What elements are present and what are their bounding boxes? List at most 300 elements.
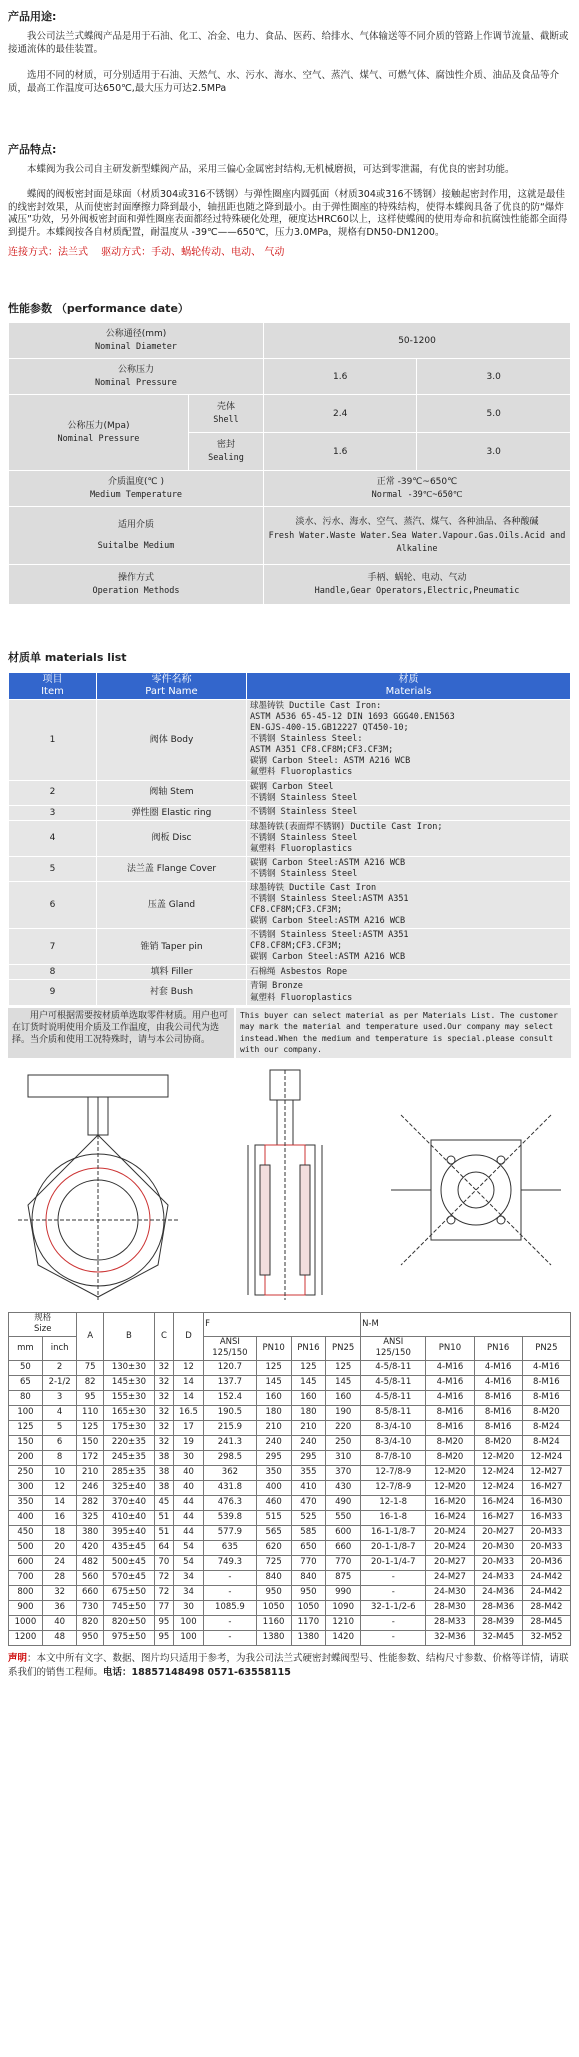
dim-d-cell: 44 <box>173 1525 203 1540</box>
f-pn16-cell: 585 <box>291 1525 326 1540</box>
dn-mm-cell: 500 <box>9 1540 43 1555</box>
dn-mm-cell: 900 <box>9 1600 43 1615</box>
f-pn10-cell: 515 <box>256 1510 291 1525</box>
dn-inch-cell: 3 <box>42 1390 77 1405</box>
material-spec-line: CF8.CF8M;CF3.CF3M; <box>250 905 343 916</box>
dn-mm-cell: 150 <box>9 1435 43 1450</box>
medium-value-cn: 淡水、污水、海水、空气、蒸汽、煤气、各种油品、各种酸碱 <box>295 517 539 528</box>
material-spec-line: CF8.CF8M;CF3.CF3M; <box>250 941 343 952</box>
nm-pn25-cell: 28-M45 <box>522 1615 570 1630</box>
nm-pn25-cell: 32-M52 <box>522 1630 570 1645</box>
dn-inch-cell: 2-1/2 <box>42 1375 77 1390</box>
f-pn25-cell: 220 <box>326 1420 361 1435</box>
nm-pn10-cell: 24-M30 <box>426 1585 474 1600</box>
nm-pn25-cell: 12-M24 <box>522 1450 570 1465</box>
dim-a-cell: 150 <box>77 1435 103 1450</box>
dn-inch-cell: 24 <box>42 1555 77 1570</box>
operation-label <box>9 565 264 605</box>
nm-pn25-cell: 8-M24 <box>522 1435 570 1450</box>
medium-value <box>264 507 571 565</box>
dim-b-cell: 975±50 <box>103 1630 154 1645</box>
dimension-row <box>9 1570 571 1585</box>
materials-body <box>9 700 571 1005</box>
nm-pn25-cell: 20-M33 <box>522 1525 570 1540</box>
f-ansi-cell: - <box>204 1570 257 1585</box>
materials-row <box>9 980 571 1005</box>
material-spec <box>247 805 571 820</box>
table-row <box>9 359 571 395</box>
material-spec-line: 不锈钢 Stainless Steel: <box>250 734 363 745</box>
drive-type: 驱动方式：手动、蜗轮传动、电动、 气动 <box>101 247 285 258</box>
material-part-name: 阀体 Body <box>97 700 247 780</box>
f-ansi-cell: 152.4 <box>204 1390 257 1405</box>
dimension-row <box>9 1420 571 1435</box>
f-pn25-cell: 490 <box>326 1495 361 1510</box>
dim-b-cell: 820±50 <box>103 1615 154 1630</box>
f-pn10-cell: 210 <box>256 1420 291 1435</box>
nm-ansi-cell: 16-1-8 <box>361 1510 426 1525</box>
material-part-name: 弹性圈 Elastic ring <box>97 805 247 820</box>
dim-c-cell: 38 <box>154 1450 173 1465</box>
medium-cn: 适用介质 <box>117 519 154 530</box>
nm-ansi-cell: - <box>361 1570 426 1585</box>
dim-c-cell: 70 <box>154 1555 173 1570</box>
nm-pn25-cell: 20-M33 <box>522 1540 570 1555</box>
material-part-name: 法兰盖 Flange Cover <box>97 856 247 881</box>
dim-c-cell: 95 <box>154 1615 173 1630</box>
dim-b-cell: 145±30 <box>103 1375 154 1390</box>
nm-pn16-cell: 16-M24 <box>474 1495 522 1510</box>
dim-c-cell: 45 <box>154 1495 173 1510</box>
shell-en: Shell <box>213 415 239 426</box>
part-header-cn: 零件名称 <box>151 674 192 686</box>
f-pn10-cell: 295 <box>256 1450 291 1465</box>
nominal-diameter-value: 50-1200 <box>264 323 571 359</box>
nm-pn16-cell: 8-M16 <box>474 1405 522 1420</box>
dim-b-cell: 165±30 <box>103 1405 154 1420</box>
dim-d-cell: 34 <box>173 1570 203 1585</box>
f-header: F <box>204 1312 361 1336</box>
material-spec <box>247 700 571 780</box>
nm-pn16-cell: 12-M20 <box>474 1450 522 1465</box>
f-ansi-cell: 539.8 <box>204 1510 257 1525</box>
dimension-row <box>9 1585 571 1600</box>
material-spec-line: 碳钢 Carbon Steel: ASTM A216 WCB <box>250 756 411 767</box>
material-item-no: 8 <box>9 965 97 980</box>
nm-pn10-cell: 4-M16 <box>426 1375 474 1390</box>
nm-ansi-cell: - <box>361 1615 426 1630</box>
material-item-no: 7 <box>9 929 97 965</box>
material-spec <box>247 965 571 980</box>
f-ansi-cell: 215.9 <box>204 1420 257 1435</box>
ansi-bolt-label: ANSI <box>383 1336 404 1347</box>
f-ansi-cell: 1085.9 <box>204 1600 257 1615</box>
dim-a-cell: 730 <box>77 1600 103 1615</box>
dimension-row <box>9 1390 571 1405</box>
pn10-header: PN10 <box>256 1336 291 1360</box>
f-pn16-cell: 180 <box>291 1405 326 1420</box>
dn-inch-cell: 28 <box>42 1570 77 1585</box>
dn-inch-cell: 48 <box>42 1630 77 1645</box>
f-pn10-cell: 160 <box>256 1390 291 1405</box>
f-pn16-cell: 410 <box>291 1480 326 1495</box>
f-ansi-cell: 577.9 <box>204 1525 257 1540</box>
f-pn10-cell: 240 <box>256 1435 291 1450</box>
nm-pn10-cell: 20-M24 <box>426 1540 474 1555</box>
f-ansi-cell: 431.8 <box>204 1480 257 1495</box>
nm-pn25-cell: 24-M42 <box>522 1570 570 1585</box>
nm-pn10-cell: 28-M30 <box>426 1600 474 1615</box>
nm-ansi-cell: 8-3/4-10 <box>361 1420 426 1435</box>
f-pn10-cell: 460 <box>256 1495 291 1510</box>
ansi-bolt-header <box>361 1336 426 1360</box>
material-spec-line: ASTM A351 CF8.CF8M;CF3.CF3M; <box>250 745 394 756</box>
f-pn25-cell: 310 <box>326 1450 361 1465</box>
material-item-no: 4 <box>9 820 97 856</box>
nm-pn16-cell: 8-M20 <box>474 1435 522 1450</box>
dn-mm-cell: 1000 <box>9 1615 43 1630</box>
f-pn16-cell: 240 <box>291 1435 326 1450</box>
nm-ansi-cell: 16-1-1/8-7 <box>361 1525 426 1540</box>
note-en: This buyer can select material as per Materials List. The customer may mark the material and temperature used.Our company may select instead.When the medium and temperature is special.please consult with our company. <box>236 1008 571 1058</box>
dn-mm-cell: 450 <box>9 1525 43 1540</box>
dn-inch-cell: 14 <box>42 1495 77 1510</box>
nm-header: N-M <box>361 1312 571 1336</box>
nm-pn10-cell: 4-M16 <box>426 1390 474 1405</box>
nm-ansi-cell: 8-5/8-11 <box>361 1405 426 1420</box>
pn25-header: PN25 <box>326 1336 361 1360</box>
dim-c-cell: 32 <box>154 1375 173 1390</box>
part-header <box>97 673 247 700</box>
sealing-label <box>189 433 264 471</box>
footer-text: ：本文中所有文字、数据、图片均只适用于参考，为我公司法兰式硬密封蝶阀型号、性能参数、结构尺寸参数、价格等详情，请联系我们的销售工程师。 <box>8 1652 569 1679</box>
size-header-cn: 规格 <box>34 1312 52 1323</box>
pn16-header: PN16 <box>291 1336 326 1360</box>
dim-d-cell: 14 <box>173 1375 203 1390</box>
material-item-no: 1 <box>9 700 97 780</box>
nm-pn16-cell: 24-M36 <box>474 1585 522 1600</box>
f-pn16-cell: 470 <box>291 1495 326 1510</box>
top-view-drawing <box>381 1095 571 1275</box>
dim-c-cell: 51 <box>154 1510 173 1525</box>
f-ansi-cell: 362 <box>204 1465 257 1480</box>
nm-pn25-cell: 8-M20 <box>522 1405 570 1420</box>
dn-mm-cell: 800 <box>9 1585 43 1600</box>
dimension-body <box>9 1360 571 1645</box>
nm-ansi-cell: 12-1-8 <box>361 1495 426 1510</box>
materials-row <box>9 929 571 965</box>
f-pn25-cell: 550 <box>326 1510 361 1525</box>
f-pn25-cell: 1090 <box>326 1600 361 1615</box>
dim-b-cell: 570±45 <box>103 1570 154 1585</box>
operation-value-en: Handle,Gear Operators,Electric,Pneumatic <box>314 586 520 597</box>
material-spec-line: 球墨铸铁 Ductile Cast Iron: <box>250 701 382 712</box>
nm-pn25-cell: 12-M27 <box>522 1465 570 1480</box>
temperature-en: Medium Temperature <box>89 490 183 501</box>
dim-d-cell: 19 <box>173 1435 203 1450</box>
nm-pn16-cell: 32-M45 <box>474 1630 522 1645</box>
dim-a-cell: 110 <box>77 1405 103 1420</box>
f-pn25-cell: 770 <box>326 1555 361 1570</box>
dim-a-cell: 950 <box>77 1630 103 1645</box>
materials-row <box>9 965 571 980</box>
f-pn16-cell: 160 <box>291 1390 326 1405</box>
material-spec <box>247 780 571 805</box>
nm-ansi-cell: 4-5/8-11 <box>361 1390 426 1405</box>
nm-pn25-cell: 8-M16 <box>522 1375 570 1390</box>
dimension-row <box>9 1450 571 1465</box>
f-pn10-cell: 840 <box>256 1570 291 1585</box>
materials-title: 材质单 materials list <box>8 651 127 665</box>
material-spec-line: 碳钢 Carbon Steel:ASTM A216 WCB <box>250 857 406 868</box>
dim-a-cell: 210 <box>77 1465 103 1480</box>
dim-a-cell: 282 <box>77 1495 103 1510</box>
dn-inch-cell: 20 <box>42 1540 77 1555</box>
table-row <box>9 395 571 433</box>
item-header-cn: 项目 <box>42 674 63 686</box>
f-pn25-cell: 600 <box>326 1525 361 1540</box>
nm-pn16-cell: 20-M33 <box>474 1555 522 1570</box>
dn-mm-cell: 125 <box>9 1420 43 1435</box>
f-pn16-cell: 210 <box>291 1420 326 1435</box>
dim-b-cell: 745±50 <box>103 1600 154 1615</box>
table-row <box>9 565 571 605</box>
dimension-row <box>9 1600 571 1615</box>
nm-pn10-cell: 28-M33 <box>426 1615 474 1630</box>
material-header-en: Materials <box>385 686 432 698</box>
shell-value-1: 2.4 <box>264 395 417 433</box>
dim-b-cell: 675±50 <box>103 1585 154 1600</box>
nm-pn25-cell: 16-M27 <box>522 1480 570 1495</box>
dim-c-cell: 38 <box>154 1465 173 1480</box>
dn-inch-cell: 10 <box>42 1465 77 1480</box>
nm-ansi-cell: 20-1-1/8-7 <box>361 1540 426 1555</box>
f-pn10-cell: 1160 <box>256 1615 291 1630</box>
f-pn25-cell: 1420 <box>326 1630 361 1645</box>
material-item-no: 2 <box>9 780 97 805</box>
nm-pn16-cell: 20-M30 <box>474 1540 522 1555</box>
f-pn16-cell: 525 <box>291 1510 326 1525</box>
materials-header-row <box>9 673 571 700</box>
dn-mm-cell: 300 <box>9 1480 43 1495</box>
f-pn10-cell: 950 <box>256 1585 291 1600</box>
f-pn16-cell: 145 <box>291 1375 326 1390</box>
material-spec-line: 氟塑料 Fluoroplastics <box>250 843 353 854</box>
b-header: B <box>103 1312 154 1360</box>
nm-pn16-cell: 20-M27 <box>474 1525 522 1540</box>
f-pn10-cell: 620 <box>256 1540 291 1555</box>
nm-pn25-cell: 20-M36 <box>522 1555 570 1570</box>
materials-row <box>9 805 571 820</box>
size-header <box>9 1312 77 1336</box>
nm-pn25-cell: 16-M30 <box>522 1495 570 1510</box>
usage-title: 产品用途: <box>8 10 57 23</box>
material-header <box>247 673 571 700</box>
performance-table <box>8 322 571 605</box>
d-header: D <box>173 1312 203 1360</box>
dim-d-cell: 30 <box>173 1600 203 1615</box>
nominal-diameter-en: Nominal Diameter <box>95 342 177 353</box>
dn-inch-cell: 6 <box>42 1435 77 1450</box>
material-spec-line: EN-GJS-400-15.GB12227 QT450-10; <box>250 723 409 734</box>
f-pn10-cell: 145 <box>256 1375 291 1390</box>
dim-b-cell: 410±40 <box>103 1510 154 1525</box>
dim-b-cell: 435±45 <box>103 1540 154 1555</box>
material-spec-line: 青铜 Bronze <box>250 981 303 992</box>
mm-header: mm <box>9 1336 43 1360</box>
f-ansi-cell: 241.3 <box>204 1435 257 1450</box>
material-spec <box>247 856 571 881</box>
dn-mm-cell: 80 <box>9 1390 43 1405</box>
f-pn16-cell: 840 <box>291 1570 326 1585</box>
nm-pn25-cell: 28-M42 <box>522 1600 570 1615</box>
item-header-en: Item <box>41 686 64 698</box>
nm-pn10-cell: 8-M20 <box>426 1435 474 1450</box>
dim-d-cell: 54 <box>173 1555 203 1570</box>
nm-pn25-cell: 4-M16 <box>522 1360 570 1375</box>
part-header-en: Part Name <box>145 686 198 698</box>
sealing-value-1: 1.6 <box>264 433 417 471</box>
dn-mm-cell: 400 <box>9 1510 43 1525</box>
dn-inch-cell: 18 <box>42 1525 77 1540</box>
dimension-table <box>8 1312 571 1646</box>
nm-pn25-cell: 8-M16 <box>522 1390 570 1405</box>
f-pn16-cell: 1050 <box>291 1600 326 1615</box>
usage-paragraph-2: 选用不同的材质，可分别适用于石油、天然气、水、污水、海水、空气、蒸汽、煤气、可燃气体、腐蚀性介质、油品及食品等介质，最高工作温度可达650℃,最大压力可达2.5MPa <box>8 70 560 95</box>
material-part-name: 锥销 Taper pin <box>97 929 247 965</box>
f-pn16-cell: 1170 <box>291 1615 326 1630</box>
dim-a-cell: 95 <box>77 1390 103 1405</box>
shell-value-2: 5.0 <box>417 395 571 433</box>
dimension-row <box>9 1540 571 1555</box>
temperature-value-cn: 正常 -39℃~650℃ <box>376 476 458 487</box>
table-row <box>9 323 571 359</box>
material-item-no: 3 <box>9 805 97 820</box>
material-part-name: 阀板 Disc <box>97 820 247 856</box>
dn-inch-cell: 8 <box>42 1450 77 1465</box>
f-pn16-cell: 770 <box>291 1555 326 1570</box>
dim-d-cell: 44 <box>173 1495 203 1510</box>
material-part-name: 填料 Filler <box>97 965 247 980</box>
dim-b-cell: 220±35 <box>103 1435 154 1450</box>
material-spec-line: 不锈钢 Stainless Steel <box>250 792 358 803</box>
features-title: 产品特点: <box>8 143 57 157</box>
nm-pn10-cell: 16-M24 <box>426 1510 474 1525</box>
dn-inch-cell: 36 <box>42 1600 77 1615</box>
nominal-pressure-value-2: 3.0 <box>417 359 571 395</box>
dimension-row <box>9 1375 571 1390</box>
dim-c-cell: 72 <box>154 1585 173 1600</box>
dim-c-cell: 64 <box>154 1540 173 1555</box>
f-ansi-cell: 190.5 <box>204 1405 257 1420</box>
f-pn25-cell: 125 <box>326 1360 361 1375</box>
dim-d-cell: 40 <box>173 1480 203 1495</box>
dim-b-cell: 285±35 <box>103 1465 154 1480</box>
dim-a-cell: 75 <box>77 1360 103 1375</box>
pn10-bolt-header: PN10 <box>426 1336 474 1360</box>
f-pn10-cell: 1050 <box>256 1600 291 1615</box>
connection-type: 连接方式：法兰式 <box>8 247 88 258</box>
test-pressure-cn: 公称压力(Mpa) <box>67 420 130 431</box>
dim-c-cell: 95 <box>154 1630 173 1645</box>
nm-pn25-cell: 8-M24 <box>522 1420 570 1435</box>
f-pn25-cell: 250 <box>326 1435 361 1450</box>
page <box>0 10 579 1680</box>
ansi-bolt-class: 125/150 <box>375 1348 411 1359</box>
nm-pn10-cell: 12-M20 <box>426 1465 474 1480</box>
nm-pn10-cell: 4-M16 <box>426 1360 474 1375</box>
operation-value-cn: 手柄、蜗轮、电动、气动 <box>367 572 467 583</box>
operation-cn: 操作方式 <box>117 572 154 583</box>
dim-a-cell: 660 <box>77 1585 103 1600</box>
dimension-row <box>9 1465 571 1480</box>
f-pn25-cell: 145 <box>326 1375 361 1390</box>
dim-a-cell: 325 <box>77 1510 103 1525</box>
dim-b-cell: 155±30 <box>103 1390 154 1405</box>
material-spec-line: 氟塑料 Fluoroplastics <box>250 767 353 778</box>
ansi-header <box>204 1336 257 1360</box>
f-pn16-cell: 125 <box>291 1360 326 1375</box>
footer-statement <box>8 1652 571 1681</box>
dimension-row <box>9 1405 571 1420</box>
dim-d-cell: 14 <box>173 1390 203 1405</box>
size-header-en: Size <box>33 1324 52 1335</box>
f-pn16-cell: 295 <box>291 1450 326 1465</box>
f-pn25-cell: 160 <box>326 1390 361 1405</box>
f-pn25-cell: 875 <box>326 1570 361 1585</box>
nm-pn10-cell: 16-M20 <box>426 1495 474 1510</box>
dimension-row <box>9 1495 571 1510</box>
ansi-label: ANSI <box>219 1336 240 1347</box>
dim-c-cell: 32 <box>154 1420 173 1435</box>
dim-a-cell: 246 <box>77 1480 103 1495</box>
sealing-en: Sealing <box>208 453 244 464</box>
dn-inch-cell: 2 <box>42 1360 77 1375</box>
material-item-no: 6 <box>9 881 97 928</box>
nominal-diameter-cn: 公称通径(mm) <box>105 328 167 339</box>
dim-d-cell: 100 <box>173 1615 203 1630</box>
dn-mm-cell: 100 <box>9 1405 43 1420</box>
dim-c-cell: 32 <box>154 1360 173 1375</box>
inch-header: inch <box>42 1336 77 1360</box>
materials-row <box>9 820 571 856</box>
dimension-row <box>9 1480 571 1495</box>
a-header: A <box>77 1312 103 1360</box>
sealing-value-2: 3.0 <box>417 433 571 471</box>
f-pn25-cell: 430 <box>326 1480 361 1495</box>
material-spec <box>247 881 571 928</box>
material-spec-line: 球墨铸铁(表面焊不锈钢) Ductile Cast Iron; <box>250 821 443 832</box>
dn-inch-cell: 5 <box>42 1420 77 1435</box>
f-pn16-cell: 950 <box>291 1585 326 1600</box>
material-header-cn: 材质 <box>398 674 419 686</box>
dim-b-cell: 130±30 <box>103 1360 154 1375</box>
usage-paragraph-1: 我公司法兰式蝶阀产品是用于石油、化工、冶金、电力、食品、医药、给排水、气体输送等不同介质的管路上作调节流量、截断或接通流体的最佳装置。 <box>8 30 569 55</box>
dim-d-cell: 100 <box>173 1630 203 1645</box>
features-paragraph-1: 本蝶阀为我公司自主研发新型蝶阀产品，采用三偏心金属密封结构,无机械磨损，可达到零泄漏，有优良的密封功能。 <box>27 163 515 175</box>
f-ansi-cell: 298.5 <box>204 1450 257 1465</box>
f-pn25-cell: 190 <box>326 1405 361 1420</box>
nm-ansi-cell: 8-7/8-10 <box>361 1450 426 1465</box>
performance-title: 性能参数 （performance date） <box>8 301 189 315</box>
shell-cn: 壳体 <box>216 401 235 412</box>
dn-mm-cell: 1200 <box>9 1630 43 1645</box>
nm-pn16-cell: 4-M16 <box>474 1360 522 1375</box>
nm-pn16-cell: 4-M16 <box>474 1375 522 1390</box>
material-spec-line: 不锈钢 Stainless Steel:ASTM A351 <box>250 894 409 905</box>
f-pn16-cell: 355 <box>291 1465 326 1480</box>
front-view-drawing <box>8 1065 188 1305</box>
